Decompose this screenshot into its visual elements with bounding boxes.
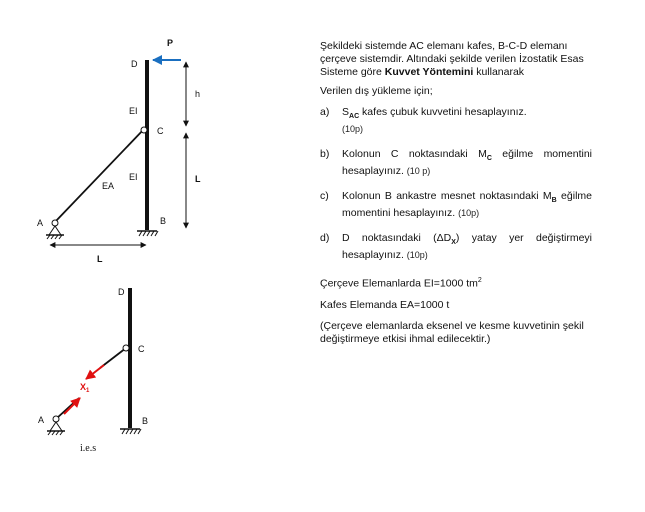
- question-d-text: D noktasındaki (ΔD: [342, 232, 452, 245]
- question-c-subscript: B: [551, 197, 557, 205]
- question-d: [320, 232, 592, 262]
- ea-value: Kafes Elemanda EA=1000 t: [320, 298, 450, 311]
- bottom-figure: [38, 287, 148, 454]
- node-a-label-ies: A: [38, 415, 45, 425]
- question-c-text-end: eğilme momentini hesaplayınız.: [342, 190, 592, 220]
- fixed-support-b: [137, 231, 158, 236]
- ea-label: EA: [102, 181, 115, 191]
- load-label: P: [167, 38, 174, 48]
- pin-support-a-ies: [47, 416, 65, 435]
- node-c-label: C: [157, 126, 164, 136]
- load-statement: Verilen dış yükleme için;: [320, 85, 433, 97]
- ei-upper-label: EI: [129, 106, 138, 116]
- question-c-mark: c): [320, 190, 329, 203]
- fixed-support-b-ies: [120, 429, 141, 434]
- node-b-label-ies: B: [142, 416, 149, 426]
- ei-value: [320, 274, 592, 291]
- question-b: [320, 148, 592, 178]
- question-b-text-end: eğilme momentini hesaplayınız.: [342, 148, 592, 178]
- question-c: [320, 190, 592, 220]
- node-b-label: B: [160, 216, 167, 226]
- question-d-text-end: ) yatay yer değiştirmeyi hesaplayınız.: [342, 232, 592, 262]
- redundant-arrow-upper: [86, 365, 104, 379]
- ei-lower-label: EI: [129, 172, 138, 182]
- node-d-label: D: [131, 59, 138, 69]
- question-list: [320, 106, 592, 262]
- question-b-subscript: C: [486, 155, 492, 163]
- ei-value-text: Çerçeve Elemanlarda EI=1000 tm: [320, 277, 478, 290]
- question-b-mark: b): [320, 148, 330, 161]
- problem-text: [320, 40, 592, 346]
- node-d-label-ies: D: [118, 287, 125, 297]
- structure-figures: [0, 0, 320, 512]
- hinge-c: [141, 127, 147, 133]
- question-a-text: S: [342, 106, 350, 118]
- top-figure: [37, 38, 201, 264]
- question-c-points: (10p): [458, 208, 480, 219]
- ies-caption: i.e.s: [80, 443, 97, 454]
- question-b-text: Kolonun C noktasındaki M: [342, 148, 487, 161]
- intro-text-2: kullanarak: [473, 66, 525, 78]
- question-c-text: Kolonun B ankastre mesnet noktasındaki M: [342, 190, 552, 203]
- hinge-c-ies: [123, 345, 129, 351]
- intro-method: Kuvvet Yöntemini: [384, 66, 474, 78]
- redundant-x1-label: $X_1$: [80, 382, 90, 394]
- node-c-label-ies: C: [138, 344, 145, 354]
- question-d-points: (10p): [406, 250, 428, 261]
- question-a-points: (10p): [342, 124, 364, 135]
- ei-value-exponent: 2: [477, 277, 482, 285]
- question-b-points: (10 p): [406, 166, 431, 177]
- node-a-label: A: [37, 218, 44, 228]
- question-a-subscript: AC: [349, 113, 360, 121]
- redundant-arrow-lower: [64, 398, 80, 414]
- question-a: [320, 106, 592, 136]
- question-d-mark: d): [320, 232, 330, 245]
- intro-text-1: Şekildeki sistemde AC elemanı kafes, B-C-D elemanı çerçeve sistemdir. Altındaki şekilde verilen İzostatik Esas Sisteme göre: [320, 40, 584, 78]
- dimension-l-horizontal-label: L: [97, 254, 103, 264]
- question-d-subscript: X: [451, 239, 456, 247]
- question-a-text-end: kafes çubuk kuvvetini hesaplayınız.: [359, 106, 527, 118]
- intro-paragraph: [320, 40, 592, 79]
- question-a-mark: a): [320, 106, 330, 118]
- dimension-h-label: h: [195, 89, 201, 99]
- dimension-l-vertical-label: L: [195, 174, 201, 184]
- pin-support-a: [46, 220, 64, 239]
- assumption-note: (Çerçeve elemanlarda eksenel ve kesme kuvvetinin şekil değiştirmeye etkisi ihmal edilecektir.): [320, 319, 584, 345]
